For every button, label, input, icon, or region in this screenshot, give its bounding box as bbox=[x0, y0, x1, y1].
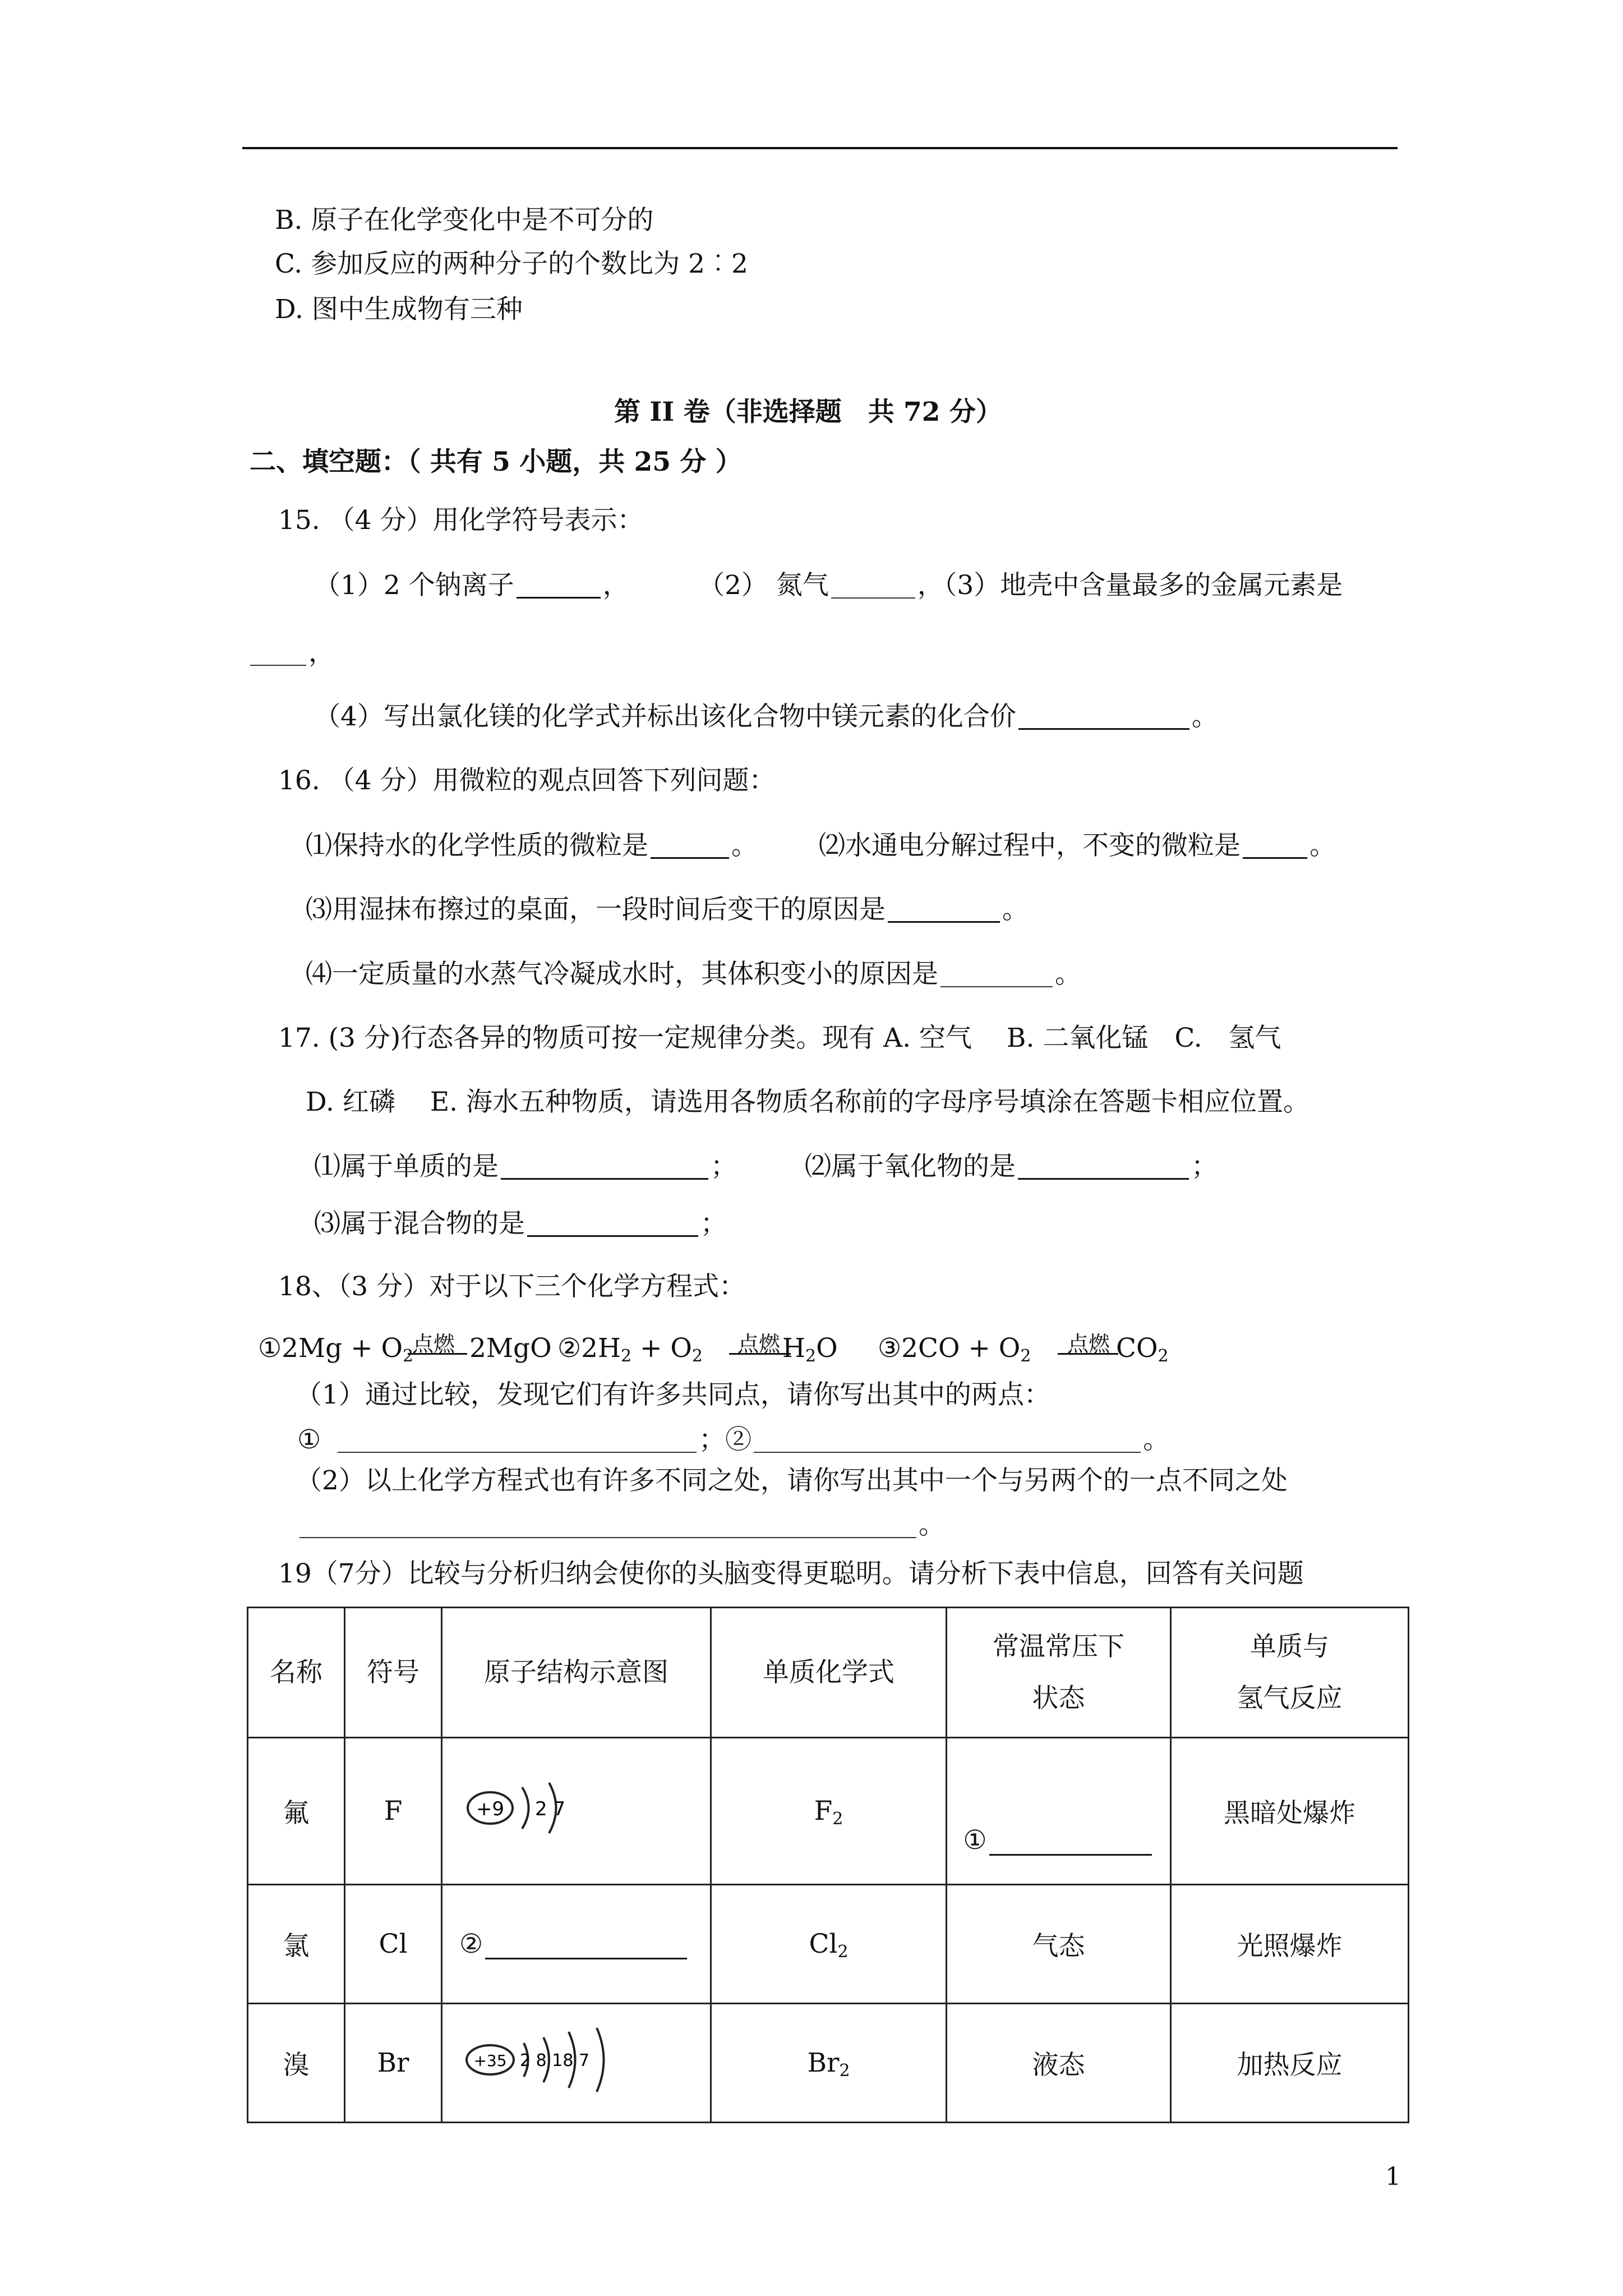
q18-answer-1-label: ① bbox=[297, 1424, 321, 1455]
q18-eq1-left: ①2Mg + $O_2$ bbox=[258, 1333, 414, 1366]
q17-blank-2[interactable] bbox=[1018, 1153, 1189, 1180]
cell-name: 氟 bbox=[248, 1738, 345, 1885]
q16-part2 bbox=[819, 832, 1336, 859]
q17-sep-1: ； bbox=[711, 1151, 737, 1182]
q18-eq3-equals bbox=[1058, 1353, 1118, 1355]
q17-blank-1[interactable] bbox=[501, 1153, 708, 1180]
cell-symbol: Br bbox=[345, 2004, 442, 2123]
q18-blank-1[interactable] bbox=[338, 1427, 697, 1453]
cell-state: 气态 bbox=[947, 1885, 1171, 2004]
q19-blank-1[interactable] bbox=[989, 1832, 1152, 1856]
q15-blank-3[interactable] bbox=[250, 640, 306, 666]
fluorine-atom-diagram bbox=[459, 1766, 605, 1850]
bromine-atom-diagram bbox=[459, 2018, 639, 2102]
q18-stem: 18、（3 分）对于以下三个化学方程式： bbox=[278, 1271, 746, 1302]
cell-name: 溴 bbox=[248, 2004, 345, 2123]
q17-line2: D. 红磷 E. 海水五种物质，请选用各物质名称前的字母序号填涂在答题卡相应位置。 bbox=[306, 1087, 1310, 1117]
cell-structure bbox=[442, 1738, 711, 1885]
q16-part3-label: ⑶用湿抹布擦过的桌面，一段时间后变干的原因是 bbox=[306, 894, 886, 925]
q16-part4-end: 。 bbox=[1055, 959, 1081, 990]
q16-stem: 16. （4 分）用微粒的观点回答下列问题： bbox=[278, 765, 776, 796]
q15-part2-label: （2） 氮气 bbox=[698, 570, 829, 601]
q17-part2 bbox=[805, 1153, 1218, 1180]
cell-reaction: 加热反应 bbox=[1171, 2004, 1409, 2123]
halogen-table bbox=[247, 1607, 1409, 2123]
q15-part4-label: （4）写出氯化镁的化学式并标出该化合物中镁元素的化合价 bbox=[314, 701, 1016, 732]
q16-blank-3[interactable] bbox=[888, 896, 1000, 923]
header-rule bbox=[242, 147, 1398, 149]
q17-part3 bbox=[314, 1208, 727, 1239]
q18-eq3-condition: 点燃 bbox=[1067, 1332, 1110, 1356]
q18-part1-end: 。 bbox=[1143, 1424, 1170, 1455]
q15-comma: ， bbox=[308, 637, 335, 668]
q16-blank-2[interactable] bbox=[1243, 832, 1307, 859]
q16-part1 bbox=[306, 832, 758, 859]
q18-eq1-equals bbox=[408, 1353, 467, 1355]
q15-part3-tail bbox=[248, 639, 335, 666]
q17-blank-3[interactable] bbox=[527, 1211, 698, 1237]
section-title: 第 II 卷（非选择题 共 72 分） bbox=[614, 397, 1002, 427]
cell-symbol: F bbox=[345, 1738, 442, 1885]
q19-stem: 19（7分）比较与分析归纳会使你的头脑变得更聪明。请分析下表中信息，回答有关问题 bbox=[278, 1558, 1304, 1589]
q15-blank-4[interactable] bbox=[1018, 703, 1189, 730]
q18-eq1-condition: 点燃 bbox=[412, 1332, 455, 1356]
header-state: 常温常压下 状态 bbox=[947, 1608, 1171, 1738]
q15-part1-label: （1）2 个钠离子 bbox=[314, 570, 514, 601]
q16-blank-4[interactable] bbox=[940, 961, 1053, 987]
q18-part1: （1）通过比较，发现它们有许多共同点，请你写出其中的两点： bbox=[296, 1379, 1050, 1410]
q16-part3-end: 。 bbox=[1002, 894, 1029, 925]
page-number: 1 bbox=[1385, 2162, 1401, 2191]
q19-blank-2[interactable] bbox=[485, 1935, 687, 1959]
q15-part3-label: ，（3）地壳中含量最多的金属元素是 bbox=[917, 570, 1343, 601]
table-row bbox=[248, 1885, 1409, 2004]
header-name: 名称 bbox=[248, 1608, 345, 1738]
q16-part4-label: ⑷一定质量的水蒸气冷凝成水时，其体积变小的原因是 bbox=[306, 959, 938, 990]
cell-reaction: 黑暗处爆炸 bbox=[1171, 1738, 1409, 1885]
svg-text:+35: +35 bbox=[473, 2051, 507, 2070]
part2-heading: 二、填空题：（ 共有 5 小题，共 25 分 ） bbox=[250, 447, 742, 477]
q16-part1-label: ⑴保持水的化学性质的微粒是 bbox=[306, 830, 648, 861]
q18-part2-end: 。 bbox=[919, 1510, 945, 1540]
header-formula: 单质化学式 bbox=[711, 1608, 947, 1738]
cell-structure bbox=[442, 2004, 711, 2123]
header-reaction: 单质与 氢气反应 bbox=[1171, 1608, 1409, 1738]
cell-structure: ② bbox=[442, 1885, 711, 2004]
fluorine-shells: 2 7 bbox=[535, 1797, 566, 1820]
q18-blank-2[interactable] bbox=[754, 1427, 1141, 1453]
bromine-shells: 2 8 18 7 bbox=[520, 2050, 590, 2070]
q16-part3 bbox=[306, 896, 1029, 923]
q17-part1 bbox=[314, 1153, 737, 1180]
cell-formula: $Cl_2$ bbox=[711, 1885, 947, 2004]
q15-part4 bbox=[314, 703, 1218, 730]
q17-line1: 17. (3 分)行态各异的物质可按一定规律分类。现有 A. 空气 B. 二氧化锰 C. 氢气 bbox=[278, 1023, 1281, 1053]
q16-part4 bbox=[306, 959, 1081, 990]
q18-eq3-right: $CO_2$ bbox=[1116, 1333, 1169, 1366]
header-structure: 原子结构示意图 bbox=[442, 1608, 711, 1738]
cell-symbol: Cl bbox=[345, 1885, 442, 2004]
header-symbol: 符号 bbox=[345, 1608, 442, 1738]
q18-eq3-left: ③2CO + $O_2$ bbox=[878, 1333, 1031, 1366]
q18-blank-3[interactable] bbox=[299, 1512, 916, 1538]
q18-answer-2-label: ；② bbox=[699, 1424, 752, 1455]
q18-part1-answers bbox=[297, 1424, 1170, 1455]
table-row bbox=[248, 1738, 1409, 1885]
q18-eq2-left: $②2H_2 + O_2$ bbox=[557, 1333, 703, 1366]
cell-reaction: 光照爆炸 bbox=[1171, 1885, 1409, 2004]
q17-part2-label: ⑵属于氧化物的是 bbox=[805, 1151, 1016, 1182]
q18-eq2-condition: 点燃 bbox=[737, 1332, 781, 1356]
cell-state: ① bbox=[947, 1738, 1171, 1885]
q15-part1: （1）2 个钠离子 ， bbox=[314, 570, 629, 601]
q15-blank-2[interactable] bbox=[831, 573, 915, 599]
table-header-row bbox=[248, 1608, 1409, 1738]
q15-part2 bbox=[698, 572, 1343, 599]
q15-blank-1[interactable] bbox=[517, 572, 601, 599]
cell-name: 氯 bbox=[248, 1885, 345, 2004]
q16-blank-1[interactable] bbox=[651, 832, 729, 859]
option-d: D. 图中生成物有三种 bbox=[275, 294, 523, 325]
q18-eq2-equals bbox=[729, 1353, 791, 1355]
q16-part2-end: 。 bbox=[1310, 830, 1336, 861]
q18-eq1-right: 2MgO bbox=[469, 1333, 552, 1364]
q17-part1-label: ⑴属于单质的是 bbox=[314, 1151, 499, 1182]
cell-formula: $F_2$ bbox=[711, 1738, 947, 1885]
option-c: C. 参加反应的两种分子的个数比为 2︰2 bbox=[275, 249, 748, 279]
option-b: B. 原子在化学变化中是不可分的 bbox=[275, 205, 654, 236]
q18-part2-answer bbox=[297, 1512, 945, 1538]
svg-text:+9: +9 bbox=[476, 1797, 505, 1820]
q16-part2-label: ⑵水通电分解过程中，不变的微粒是 bbox=[819, 830, 1241, 861]
q17-sep-2: ； bbox=[1191, 1151, 1218, 1182]
cell-state: 液态 bbox=[947, 2004, 1171, 2123]
q15-part4-end: 。 bbox=[1191, 701, 1218, 732]
cell-formula: $Br_2$ bbox=[711, 2004, 947, 2123]
q18-part2: （2）以上化学方程式也有许多不同之处，请你写出其中一个与另两个的一点不同之处 bbox=[296, 1465, 1288, 1496]
table-row bbox=[248, 2004, 1409, 2123]
q17-part3-label: ⑶属于混合物的是 bbox=[314, 1208, 525, 1239]
q16-part1-end: 。 bbox=[731, 830, 758, 861]
q18-eq2-right: $H_2O$ bbox=[782, 1333, 838, 1366]
q17-sep-3: ； bbox=[700, 1208, 727, 1239]
q15-stem: 15. （4 分）用化学符号表示： bbox=[278, 505, 644, 536]
